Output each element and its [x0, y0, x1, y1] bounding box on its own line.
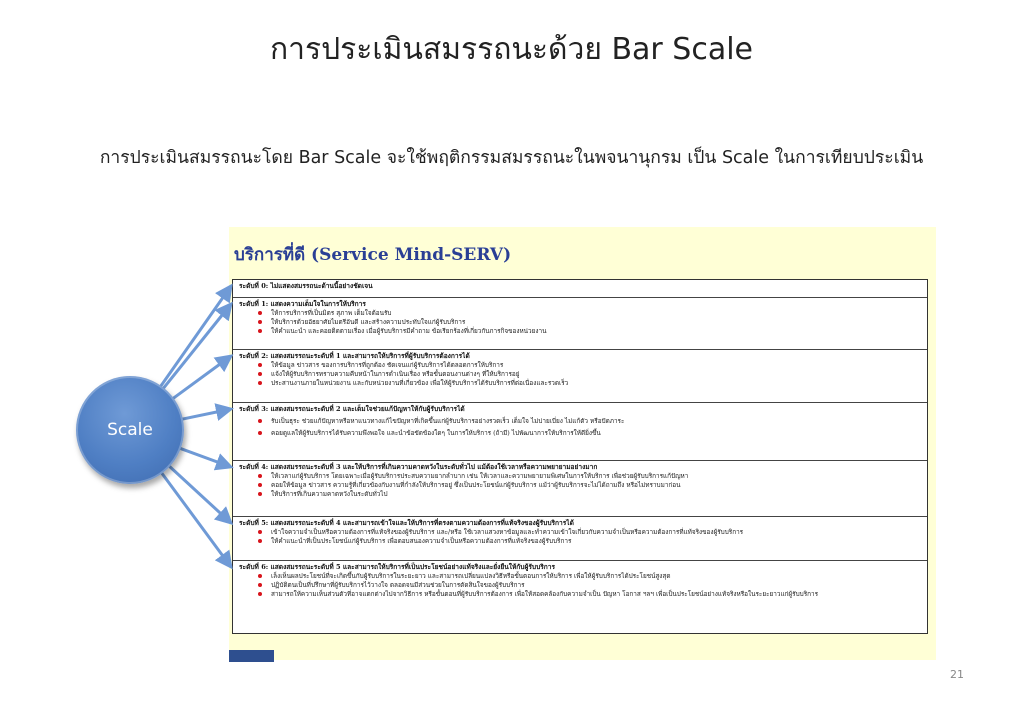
arrow-to-level-3	[179, 409, 231, 420]
bullet-icon	[258, 583, 262, 587]
list-item	[258, 581, 923, 590]
bullet-icon	[258, 474, 262, 478]
intro-text: การประเมินสมรรถนะโดย Bar Scale จะใช้พฤติกรรมสมรรถนะในพจนานุกรม เป็น Scale ในการเทียบประเมิน	[99, 148, 924, 168]
level-2	[233, 350, 927, 403]
level-item-text: เข้าใจความจำเป็นหรือความต้องการที่แท้จริงของผู้รับบริการ และ/หรือ ใช้เวลาแสวงหาข้อมูลและทำความเข้าใจเกี่ยวกับความจำเป็นหรือความต้องการที่แท้จริงของผู้รับบริการ	[271, 528, 744, 536]
bullet-icon	[258, 363, 262, 367]
bullet-icon	[258, 492, 262, 496]
arrow-to-level-6	[160, 470, 231, 567]
list-item	[258, 590, 923, 599]
scale-label: Scale	[107, 420, 153, 440]
bullet-icon	[258, 574, 262, 578]
page-number: 21	[950, 668, 964, 681]
list-item	[258, 327, 923, 336]
list-item	[258, 318, 923, 327]
level-item-text: รับเป็นธุระ ช่วยแก้ปัญหาหรือหาแนวทางแก้ไขปัญหาที่เกิดขึ้นแก่ผู้รับบริการอย่างรวดเร็ว เต็มใจ ไม่บ่ายเบี่ยง ไม่แก้ตัว หรือปัดภาระ	[271, 417, 625, 425]
level-item-text: ประสานงานภายในหน่วยงาน และกับหน่วยงานที่เกี่ยวข้อง เพื่อให้ผู้รับบริการได้รับบริการที่ต่อเนื่องและรวดเร็ว	[271, 378, 569, 387]
level-heading: ระดับที่ 4: แสดงสมรรถนะระดับที่ 3 และให้บริการที่เกินความคาดหวังในระดับทั่วไป แม้ต้องใช้เวลาหรือความพยายามอย่างมาก	[239, 463, 598, 471]
list-item	[258, 472, 923, 481]
list-item	[258, 572, 923, 581]
bullet-icon	[258, 311, 262, 315]
level-item-text: แจ้งให้ผู้รับบริการทราบความคืบหน้าในการดำเนินเรื่อง หรือขั้นตอนงานต่างๆ ที่ให้บริการอยู่	[271, 369, 520, 378]
level-item-text: คอยดูแลให้ผู้รับบริการได้รับความพึงพอใจ และนำข้อขัดข้องใดๆ ในการให้บริการ (ถ้ามี) ไปพัฒนาการให้บริการให้ดียิ่งขึ้น	[271, 428, 601, 437]
arrow-to-level-5	[167, 464, 231, 523]
bullet-icon	[258, 419, 262, 423]
level-item-text: ให้ข้อมูล ข่าวสาร ของการบริการที่ถูกต้อง ชัดเจนแก่ผู้รับบริการได้ตลอดการให้บริการ	[271, 361, 504, 369]
panel-corner-accent	[229, 650, 274, 662]
level-item-text: ให้บริการด้วยอัธยาศัยไมตรีอันดี และสร้างความประทับใจแก่ผู้รับบริการ	[271, 317, 466, 326]
list-item	[258, 379, 923, 388]
level-item-text: ให้เวลาแก่ผู้รับบริการ โดยเฉพาะเมื่อผู้รับบริการประสบความยากลำบาก เช่น ให้เวลาและความพยายามพิเศษในการให้บริการ เพื่อช่วยผู้รับบริการแก้ปัญหา	[271, 472, 689, 480]
bullet-icon	[258, 539, 262, 543]
level-heading: ระดับที่ 1: แสดงความเต็มใจในการให้บริการ	[239, 300, 366, 308]
level-item-text: ให้คำแนะนำ และคอยติดตามเรื่อง เมื่อผู้รับบริการมีคำถาม ข้อเรียกร้องที่เกี่ยวกับภารกิจของหน่วยงาน	[271, 326, 547, 335]
arrow-to-level-4	[177, 447, 231, 467]
bullet-icon	[258, 320, 262, 324]
list-item	[258, 481, 923, 490]
list-item	[258, 417, 923, 426]
list-item	[258, 528, 923, 537]
bullet-icon	[258, 530, 262, 534]
bullet-icon	[258, 381, 262, 385]
level-1	[233, 298, 927, 350]
arrow-to-level-1	[161, 304, 231, 391]
bullet-icon	[258, 483, 262, 487]
level-heading: ระดับที่ 6: แสดงสมรรถนะระดับที่ 5 และสามารถให้บริการที่เป็นประโยชน์อย่างแท้จริงและยั่งยืนให้กับผู้รับบริการ	[239, 563, 556, 571]
level-item-text: เล็งเห็นผลประโยชน์ที่จะเกิดขึ้นกับผู้รับบริการในระยะยาว และสามารถเปลี่ยนแปลงวิธีหรือขั้นตอนการให้บริการ เพื่อให้ผู้รับบริการได้ประโยชน์สูงสุด	[271, 572, 671, 580]
list-item	[258, 361, 923, 370]
level-item-text: คอยให้ข้อมูล ข่าวสาร ความรู้ที่เกี่ยวข้องกับงานที่กำลังให้บริการอยู่ ซึ่งเป็นประโยชน์แก่ผู้รับบริการ แม้ว่าผู้รับบริการจะไม่ได้ถามถึง หรือไม่ทราบมาก่อน	[271, 480, 681, 489]
level-heading: ระดับที่ 5: แสดงสมรรถนะระดับที่ 4 และสามารถเข้าใจและให้บริการที่ตรงตามความต้องการที่แท้จริงของผู้รับบริการได้	[239, 519, 574, 527]
bullet-icon	[258, 592, 262, 596]
list-item	[258, 309, 923, 318]
bullet-icon	[258, 329, 262, 333]
level-4	[233, 461, 927, 517]
level-3	[233, 403, 927, 461]
level-heading: ระดับที่ 0: ไม่แสดงสมรรถนะด้านนี้อย่างชัดเจน	[239, 282, 373, 290]
list-item	[258, 370, 923, 379]
arrow-to-level-0	[159, 286, 231, 389]
list-item	[258, 429, 923, 438]
level-0	[233, 280, 927, 298]
slide-title: การประเมินสมรรถนะด้วย Bar Scale	[269, 32, 754, 67]
level-6	[233, 561, 927, 633]
level-table	[232, 279, 928, 634]
level-item-text: ให้การบริการที่เป็นมิตร สุภาพ เต็มใจต้อนรับ	[271, 309, 392, 317]
level-heading: ระดับที่ 3: แสดงสมรรถนะระดับที่ 2 และเต็มใจช่วยแก้ปัญหาให้กับผู้รับบริการได้	[239, 405, 465, 413]
list-item	[258, 490, 923, 499]
level-item-text: ปฏิบัติตนเป็นที่ปรึกษาที่ผู้รับบริการไว้วางใจ ตลอดจนมีส่วนช่วยในการตัดสินใจของผู้รับบริการ	[271, 580, 525, 589]
bullet-icon	[258, 431, 262, 435]
level-item-text: ให้บริการที่เกินความคาดหวังในระดับทั่วไป	[271, 489, 388, 498]
level-heading: ระดับที่ 2: แสดงสมรรถนะระดับที่ 1 และสามารถให้บริการที่ผู้รับบริการต้องการได้	[239, 352, 470, 360]
level-item-text: ให้คำแนะนำที่เป็นประโยชน์แก่ผู้รับบริการ เพื่อตอบสนองความจำเป็นหรือความต้องการที่แท้จริงของผู้รับบริการ	[271, 536, 572, 545]
level-item-text: สามารถให้ความเห็นส่วนตัวที่อาจแตกต่างไปจากวิธีการ หรือขั้นตอนที่ผู้รับบริการต้องการ เพื่อให้สอดคล้องกับความจำเป็น ปัญหา โอกาส ฯลฯ เพื่อเป็นประโยชน์อย่างแท้จริงหรือในระยะยาวแก่ผู้รับบริการ	[271, 589, 819, 598]
level-5	[233, 517, 927, 561]
bullet-icon	[258, 372, 262, 376]
list-item	[258, 537, 923, 546]
competency-title: บริการที่ดี (Service Mind-SERV)	[234, 245, 512, 265]
arrow-to-level-2	[170, 356, 231, 400]
